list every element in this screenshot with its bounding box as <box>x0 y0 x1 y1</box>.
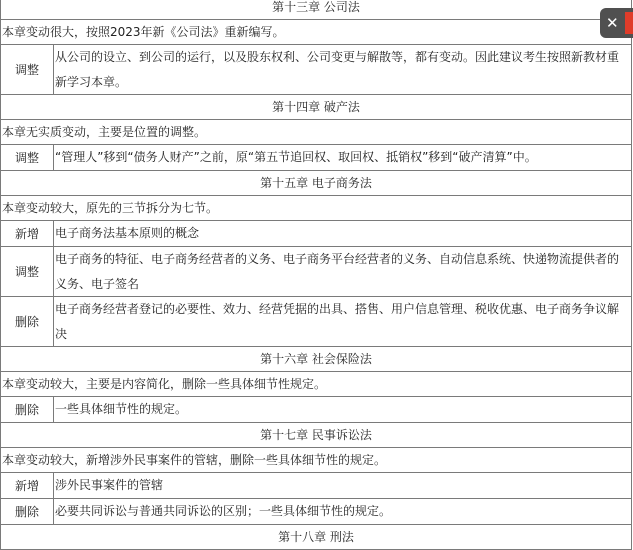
change-tag: 新增 <box>1 473 54 498</box>
close-badge[interactable] <box>600 8 633 38</box>
change-tag: 调整 <box>1 45 54 94</box>
chapter-title: 第十三章 公司法 <box>1 0 632 20</box>
change-row <box>1 499 632 525</box>
chapter-note: 本章无实质变动，主要是位置的调整。 <box>1 120 632 145</box>
change-tag: 调整 <box>1 145 54 170</box>
change-row <box>1 297 632 347</box>
badge-accent <box>625 12 633 34</box>
chapter-title: 第十四章 破产法 <box>1 95 632 120</box>
change-text: 电子商务的特征、电子商务经营者的义务、电子商务平台经营者的义务、自动信息系统、快递物流提供者的义务、电子签名 <box>55 252 620 291</box>
change-text: 一些具体细节性的规定。 <box>55 402 188 416</box>
change-text: 电子商务法基本原则的概念 <box>55 226 200 240</box>
chapter-title: 第十五章 电子商务法 <box>1 171 632 196</box>
chapter-note: 本章变动较大，原先的三节拆分为七节。 <box>1 196 632 221</box>
change-tag: 调整 <box>1 247 54 296</box>
change-tag: 删除 <box>1 297 54 346</box>
chapter-title: 第十六章 社会保险法 <box>1 347 632 372</box>
chapter-title: 第十八章 刑法 <box>1 525 632 550</box>
change-row <box>1 45 632 95</box>
change-text: 电子商务经营者登记的必要性、效力、经营凭据的出具、搭售、用户信息管理、税收优惠、电子商务争议解决 <box>55 302 620 341</box>
change-text: 必要共同诉讼与普通共同诉讼的区别；一些具体细节性的规定。 <box>55 504 392 518</box>
change-tag: 删除 <box>1 499 54 524</box>
chapter-note: 本章变动较大，新增涉外民事案件的管辖，删除一些具体细节性的规定。 <box>1 448 632 473</box>
chapter-note: 本章变动很大，按照2023年新《公司法》重新编写。 <box>1 20 632 45</box>
change-row <box>1 397 632 423</box>
change-tag: 新增 <box>1 221 54 246</box>
change-text: 从公司的设立、到公司的运行，以及股东权利、公司变更与解散等，都有变动。因此建议考生按照新教材重新学习本章。 <box>55 50 620 89</box>
chapter-note: 本章变动较大，主要是内容简化，删除一些具体细节性规定。 <box>1 372 632 397</box>
change-text: 涉外民事案件的管辖 <box>55 478 164 492</box>
change-tag: 删除 <box>1 397 54 422</box>
chapter-title: 第十七章 民事诉讼法 <box>1 423 632 448</box>
change-row <box>1 473 632 499</box>
change-text: “管理人”移到“债务人财产”之前，原“第五节追回权、取回权、抵销权”移到“破产清算”中。 <box>55 150 537 164</box>
change-row <box>1 247 632 297</box>
change-row <box>1 145 632 171</box>
change-row <box>1 221 632 247</box>
close-icon[interactable]: ✕ <box>606 13 619 32</box>
